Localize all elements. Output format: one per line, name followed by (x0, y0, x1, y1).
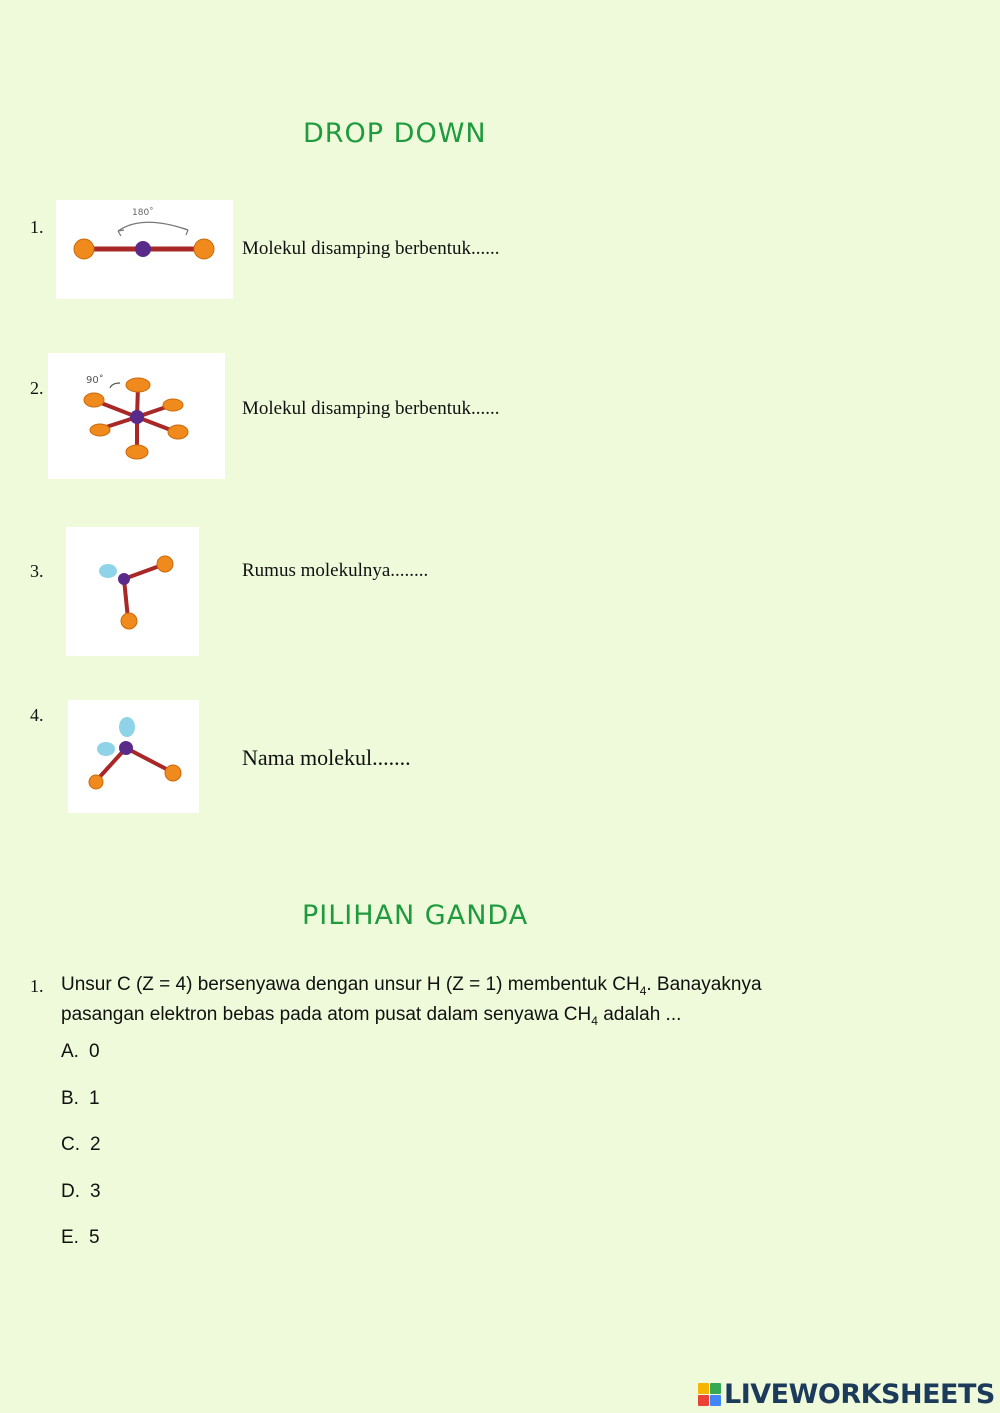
bent-molecule-image (66, 527, 199, 656)
option-e[interactable]: E. 5 (61, 1227, 100, 1248)
question-line-1: Unsur C (Z = 4) bersenyawa dengan unsur H (Z = 1) membentuk $CH_4$. Banayaknya (61, 974, 762, 998)
trigonal-pyramidal-molecule-image (68, 700, 199, 813)
brand-name: LIVEWORKSHEETS (724, 1379, 995, 1410)
section-title-multiple-choice: PILIHAN GANDA (302, 900, 529, 931)
dropdown-item-number: 2. (30, 378, 44, 398)
dropdown-item-text: Rumus molekulnya........ (242, 560, 429, 581)
octahedral-molecule-image (48, 353, 225, 479)
bond-angle-label: 180˚ (132, 208, 154, 218)
option-c[interactable]: C. 2 (61, 1134, 101, 1155)
dropdown-item-text: Molekul disamping berbentuk...... (242, 238, 500, 259)
option-d[interactable]: D. 3 (61, 1181, 101, 1202)
logo-mark-icon (698, 1383, 721, 1406)
liveworksheets-logo (698, 1379, 995, 1410)
option-b[interactable]: B. 1 (61, 1088, 100, 1109)
question-number: 1. (30, 976, 44, 996)
dropdown-item-number: 3. (30, 561, 44, 581)
dropdown-item-number: 4. (30, 705, 44, 725)
dropdown-item-text: Nama molekul....... (242, 745, 411, 770)
linear-molecule-image (56, 200, 233, 299)
question-line-2: pasangan elektron bebas pada atom pusat dalam senyawa $CH_4$ adalah ... (61, 1003, 682, 1028)
bond-angle-label: 90˚ (86, 375, 104, 386)
section-title-dropdown: DROP DOWN (303, 118, 487, 149)
dropdown-item-number: 1. (30, 217, 44, 237)
option-a[interactable]: A. 0 (61, 1041, 100, 1062)
question-text (61, 973, 861, 1033)
dropdown-item-text: Molekul disamping berbentuk...... (242, 398, 500, 419)
